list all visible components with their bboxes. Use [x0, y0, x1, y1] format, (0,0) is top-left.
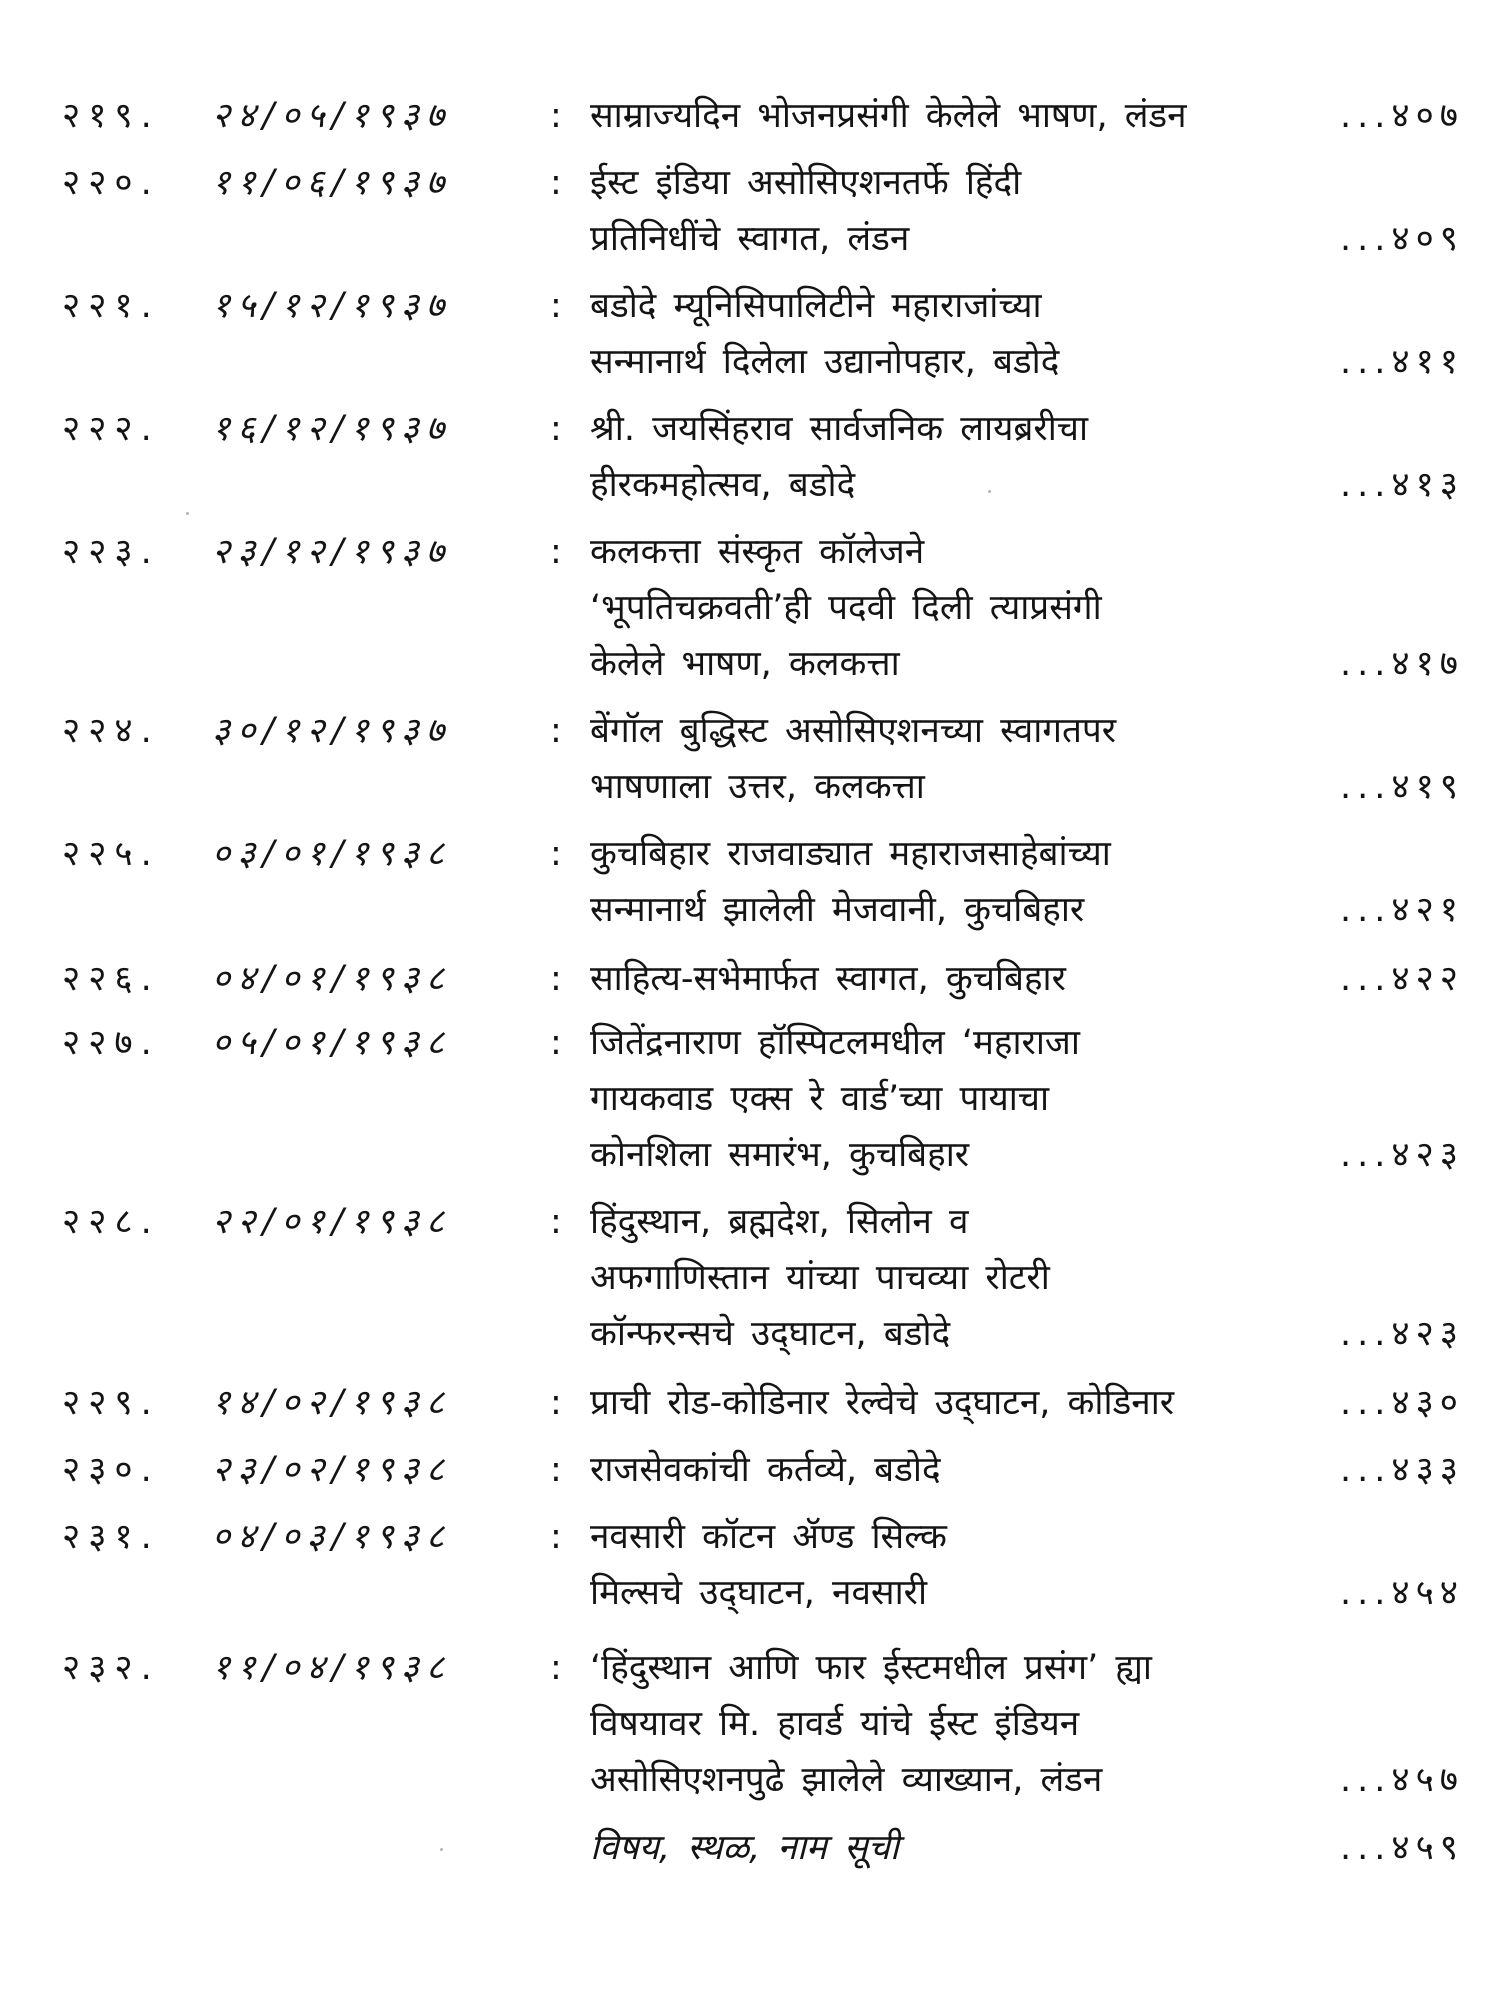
entry-page-number: ...४२३: [1340, 1314, 1464, 1354]
separator-colon: :: [550, 1023, 562, 1063]
separator-colon: :: [550, 1383, 562, 1423]
entry-title-line: जितेंद्रनाराण हॉस्पिटलमधील ‘महाराजा: [590, 1023, 1080, 1063]
entry-page-number: ...४३०: [1340, 1383, 1464, 1423]
separator-colon: :: [550, 834, 562, 874]
entry-title: [590, 1194, 1310, 1362]
entry-page-number: ...४११: [1340, 342, 1464, 382]
toc-entry: [62, 1509, 1472, 1621]
entry-title-line: बेंगॉल बुद्धिस्ट असोसिएशनच्या स्वागतपर: [590, 711, 1117, 751]
entry-page-number: ...४२२: [1340, 959, 1464, 999]
entry-date: ११/०४/१९३८: [212, 1648, 452, 1688]
entry-title-line: कोनशिला समारंभ, कुचबिहार: [590, 1135, 970, 1175]
separator-colon: :: [550, 711, 562, 751]
entry-title-line: ‘भूपतिचक्रवती’ही पदवी दिली त्याप्रसंगी: [590, 588, 1102, 628]
separator-colon: :: [550, 1648, 562, 1688]
entry-date: ०४/०३/१९३८: [212, 1517, 452, 1557]
entry-number: २२९.: [62, 1383, 160, 1423]
toc-entry: [62, 703, 1472, 815]
entry-number: २२३.: [62, 532, 160, 572]
separator-colon: :: [550, 532, 562, 572]
entry-title: [590, 1015, 1310, 1183]
toc-entry: [62, 1015, 1472, 1183]
entry-title-line: प्राची रोड-कोडिनार रेल्वेचे उद्‌घाटन, कोडिनार: [590, 1383, 1175, 1423]
entry-page-number: ...४३३: [1340, 1450, 1464, 1490]
entry-title: [590, 278, 1310, 390]
entry-title-line: बडोदे म्यूनिसिपालिटीने महाराजांच्या: [590, 286, 1042, 326]
entry-page-number: ...४५४: [1340, 1573, 1464, 1613]
toc-entry: [62, 524, 1472, 692]
separator-colon: :: [550, 1450, 562, 1490]
entry-title: [590, 951, 1310, 1007]
entry-number: २२६.: [62, 959, 160, 999]
entry-title-line: गायकवाड एक्स रे वार्ड’च्या पायाचा: [590, 1079, 1050, 1119]
separator-colon: :: [550, 959, 562, 999]
entry-title-line: श्री. जयसिंहराव सार्वजनिक लायब्ररीचा: [590, 409, 1089, 449]
entry-page-number: ...४५७: [1340, 1760, 1464, 1800]
toc-entry: [62, 826, 1472, 938]
entry-title: [590, 1509, 1310, 1621]
entry-title-line: ईस्ट इंडिया असोसिएशनतर्फे हिंदी: [590, 163, 1022, 203]
entry-title-line: असोसिएशनपुढे झालेले व्याख्यान, लंडन: [590, 1760, 1103, 1800]
entry-date: १५/१२/१९३७: [212, 286, 452, 326]
toc-entry: [62, 1375, 1472, 1431]
entry-page-number: ...४०९: [1340, 219, 1464, 259]
entry-title-line: हिंदुस्थान, ब्रह्मदेश, सिलोन व: [590, 1202, 969, 1242]
entry-number: २२०.: [62, 163, 160, 203]
entry-date: ०४/०१/१९३८: [212, 959, 452, 999]
entry-title-line: सन्मानार्थ दिलेला उद्यानोपहार, बडोदे: [590, 342, 1060, 382]
scan-speck: [988, 490, 991, 493]
entry-title: [590, 524, 1310, 692]
separator-colon: :: [550, 286, 562, 326]
entry-number: २२७.: [62, 1023, 160, 1063]
table-of-contents: [62, 88, 1472, 1876]
entry-date: ११/०६/१९३७: [212, 163, 452, 203]
entry-date: ०३/०१/१९३८: [212, 834, 452, 874]
toc-entry: [62, 155, 1472, 267]
entry-page-number: ...४०७: [1340, 96, 1464, 136]
separator-colon: :: [550, 409, 562, 449]
entry-page-number: ...४१३: [1340, 465, 1464, 505]
entry-date: २२/०१/१९३८: [212, 1202, 452, 1242]
entry-date: २३/०२/१९३८: [212, 1450, 452, 1490]
entry-number: २३२.: [62, 1648, 160, 1688]
entry-title: [590, 88, 1310, 144]
entry-title: [590, 1375, 1310, 1431]
entry-number: २२५.: [62, 834, 160, 874]
toc-entry: [62, 951, 1472, 1007]
separator-colon: :: [550, 163, 562, 203]
entry-date: २४/०५/१९३७: [212, 96, 452, 136]
entry-date: ०५/०१/१९३८: [212, 1023, 452, 1063]
toc-entry: [62, 401, 1472, 513]
entry-date: २३/१२/१९३७: [212, 532, 452, 572]
entry-page-number: ...४१९: [1340, 767, 1464, 807]
entry-date: १४/०२/१९३८: [212, 1383, 452, 1423]
entry-title-line: कुचबिहार राजवाड्यात महाराजसाहेबांच्या: [590, 834, 1111, 874]
entry-title-line: नवसारी कॉटन ॲण्ड सिल्क: [590, 1517, 947, 1557]
entry-title-line: विषयावर मि. हावर्ड यांचे ईस्ट इंडियन: [590, 1704, 1080, 1744]
entry-title-line: साम्राज्यदिन भोजनप्रसंगी केलेले भाषण, लंडन: [590, 96, 1187, 136]
entry-title-line: ‘हिंदुस्थान आणि फार ईस्टमधील प्रसंग’ ह्या: [590, 1648, 1152, 1688]
entry-page-number: ...४२३: [1340, 1135, 1464, 1175]
toc-entry: [62, 1442, 1472, 1498]
scan-speck: [440, 1848, 443, 1851]
entry-title-line: राजसेवकांची कर्तव्ये, बडोदे: [590, 1450, 941, 1490]
scan-speck: [186, 512, 189, 515]
entry-number: २२८.: [62, 1202, 160, 1242]
entry-title: [590, 401, 1310, 513]
entry-title: [590, 155, 1310, 267]
entry-title-line: सन्मानार्थ झालेली मेजवानी, कुचबिहार: [590, 890, 1085, 930]
entry-page-number: ...४२१: [1340, 890, 1464, 930]
entry-number: २२१.: [62, 286, 160, 326]
entry-number: २३१.: [62, 1517, 160, 1557]
entry-title: [590, 1640, 1310, 1808]
entry-number: २२२.: [62, 409, 160, 449]
entry-number: २३०.: [62, 1450, 160, 1490]
entry-date: १६/१२/१९३७: [212, 409, 452, 449]
entry-title-line: मिल्सचे उद्‌घाटन, नवसारी: [590, 1573, 928, 1613]
entry-title-line: कलकत्ता संस्कृत कॉलेजने: [590, 532, 925, 572]
toc-entry: [62, 1640, 1472, 1808]
entry-title-line: अफगाणिस्तान यांच्या पाचव्या रोटरी: [590, 1258, 1050, 1298]
entry-title: [590, 826, 1310, 938]
index-entry: [62, 1820, 1472, 1876]
entry-title-line: प्रतिनिधींचे स्वागत, लंडन: [590, 219, 910, 259]
separator-colon: :: [550, 96, 562, 136]
entry-page-number: ...४१७: [1340, 644, 1464, 684]
index-page-number: ...४५९: [1340, 1828, 1464, 1868]
toc-entry: [62, 278, 1472, 390]
entry-title-line: साहित्य-सभेमार्फत स्वागत, कुचबिहार: [590, 959, 1066, 999]
toc-entry: [62, 1194, 1472, 1362]
entry-title-line: भाषणाला उत्तर, कलकत्ता: [590, 767, 925, 807]
entry-number: २१९.: [62, 96, 160, 136]
separator-colon: :: [550, 1202, 562, 1242]
entry-title-line: हीरकमहोत्सव, बडोदे: [590, 465, 856, 505]
entry-title-line: केलेले भाषण, कलकत्ता: [590, 644, 900, 684]
toc-entry: [62, 88, 1472, 144]
entry-title-line: कॉन्फरन्सचे उद्‌घाटन, बडोदे: [590, 1314, 951, 1354]
entry-title: [590, 703, 1310, 815]
separator-colon: :: [550, 1517, 562, 1557]
entry-title: [590, 1442, 1310, 1498]
entry-number: २२४.: [62, 711, 160, 751]
index-title: विषय, स्थळ, नाम सूची: [590, 1828, 899, 1868]
entry-date: ३०/१२/१९३७: [212, 711, 452, 751]
